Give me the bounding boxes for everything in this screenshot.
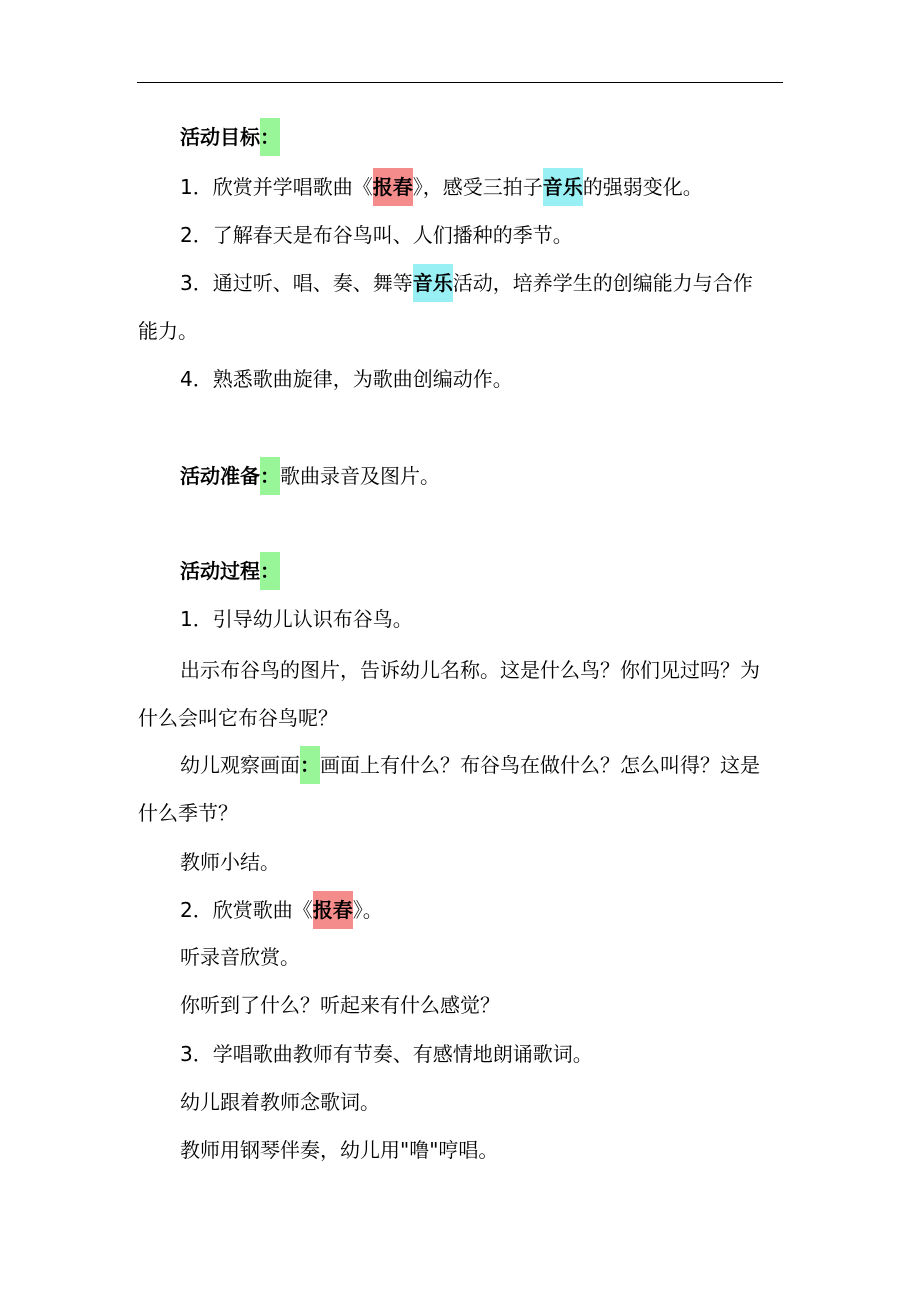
process-para-2-text: 出示布谷鸟的图片，告诉幼儿名称。这是什么鸟？你们见过吗？为 [180, 658, 760, 682]
process-para-3 [180, 752, 760, 778]
process-step-2-post: 》。 [352, 898, 383, 922]
process-para-9 [180, 1089, 380, 1115]
process-step-3 [180, 1041, 593, 1067]
goal-2-text: 2．了解春天是布谷鸟叫、人们播种的季节。 [180, 223, 573, 247]
process-para-2-continued [138, 705, 338, 731]
goal-4-text: 4．熟悉歌曲旋律，为歌曲创编动作。 [180, 367, 513, 391]
process-step-2-keyword-baochun: 报春 [313, 891, 353, 929]
goals-heading-colon: ： [260, 118, 280, 156]
prep-heading-colon: ： [260, 457, 280, 495]
prep-section [180, 463, 440, 489]
process-para-3-pre: 幼儿观察画面 [180, 753, 300, 777]
process-para-3-post: 画面上有什么？布谷鸟在做什么？怎么叫得？这是 [320, 753, 760, 777]
process-para-2 [180, 657, 760, 683]
process-heading [180, 558, 280, 584]
process-para-4-text: 教师小结。 [180, 850, 280, 874]
goal-3-pre: 3．通过听、唱、奏、舞等 [180, 271, 413, 295]
process-para-9-text: 幼儿跟着教师念歌词。 [180, 1090, 380, 1114]
process-para-4 [180, 849, 280, 875]
process-step-1 [180, 606, 413, 632]
process-para-3-cont-text: 什么季节？ [138, 801, 238, 825]
process-para-3-colon: ： [300, 746, 320, 784]
process-heading-colon: ： [260, 552, 280, 590]
process-para-10 [180, 1137, 498, 1163]
process-para-7-text: 你听到了什么？听起来有什么感觉？ [180, 993, 500, 1017]
goal-item-3-continued [138, 318, 198, 344]
process-para-10-text: 教师用钢琴伴奏，幼儿用"噜"哼唱。 [180, 1138, 499, 1162]
process-para-3-continued [138, 800, 238, 826]
process-para-6 [180, 944, 300, 970]
goal-item-2 [180, 222, 573, 248]
goal-1-post: 的强弱变化。 [582, 175, 703, 199]
process-heading-text: 活动过程 [180, 559, 260, 583]
goal-item-3 [180, 270, 753, 296]
process-step-2 [180, 897, 383, 923]
header-rule [137, 82, 783, 83]
goal-1-keyword-music: 音乐 [543, 168, 583, 206]
goal-3-post: 活动，培养学生的创编能力与合作 [452, 271, 753, 295]
goal-1-pre: 1．欣赏并学唱歌曲《 [180, 175, 373, 199]
goal-item-4 [180, 366, 513, 392]
goal-item-1 [180, 174, 703, 200]
goals-heading-text: 活动目标 [180, 125, 260, 149]
process-step-2-pre: 2．欣赏歌曲《 [180, 898, 313, 922]
process-step-3-text: 3．学唱歌曲教师有节奏、有感情地朗诵歌词。 [180, 1042, 593, 1066]
process-para-7 [180, 992, 500, 1018]
goal-3-cont: 能力。 [138, 319, 198, 343]
goals-heading [180, 124, 280, 150]
process-para-2-cont-text: 什么会叫它布谷鸟呢？ [138, 706, 338, 730]
prep-text: 歌曲录音及图片。 [280, 464, 440, 488]
goal-1-keyword-baochun: 报春 [373, 168, 413, 206]
prep-heading-text: 活动准备 [180, 464, 260, 488]
goal-1-mid: 》，感受三拍子 [412, 175, 543, 199]
goal-3-keyword-music: 音乐 [413, 264, 453, 302]
process-para-6-text: 听录音欣赏。 [180, 945, 300, 969]
process-step-1-text: 1．引导幼儿认识布谷鸟。 [180, 607, 413, 631]
